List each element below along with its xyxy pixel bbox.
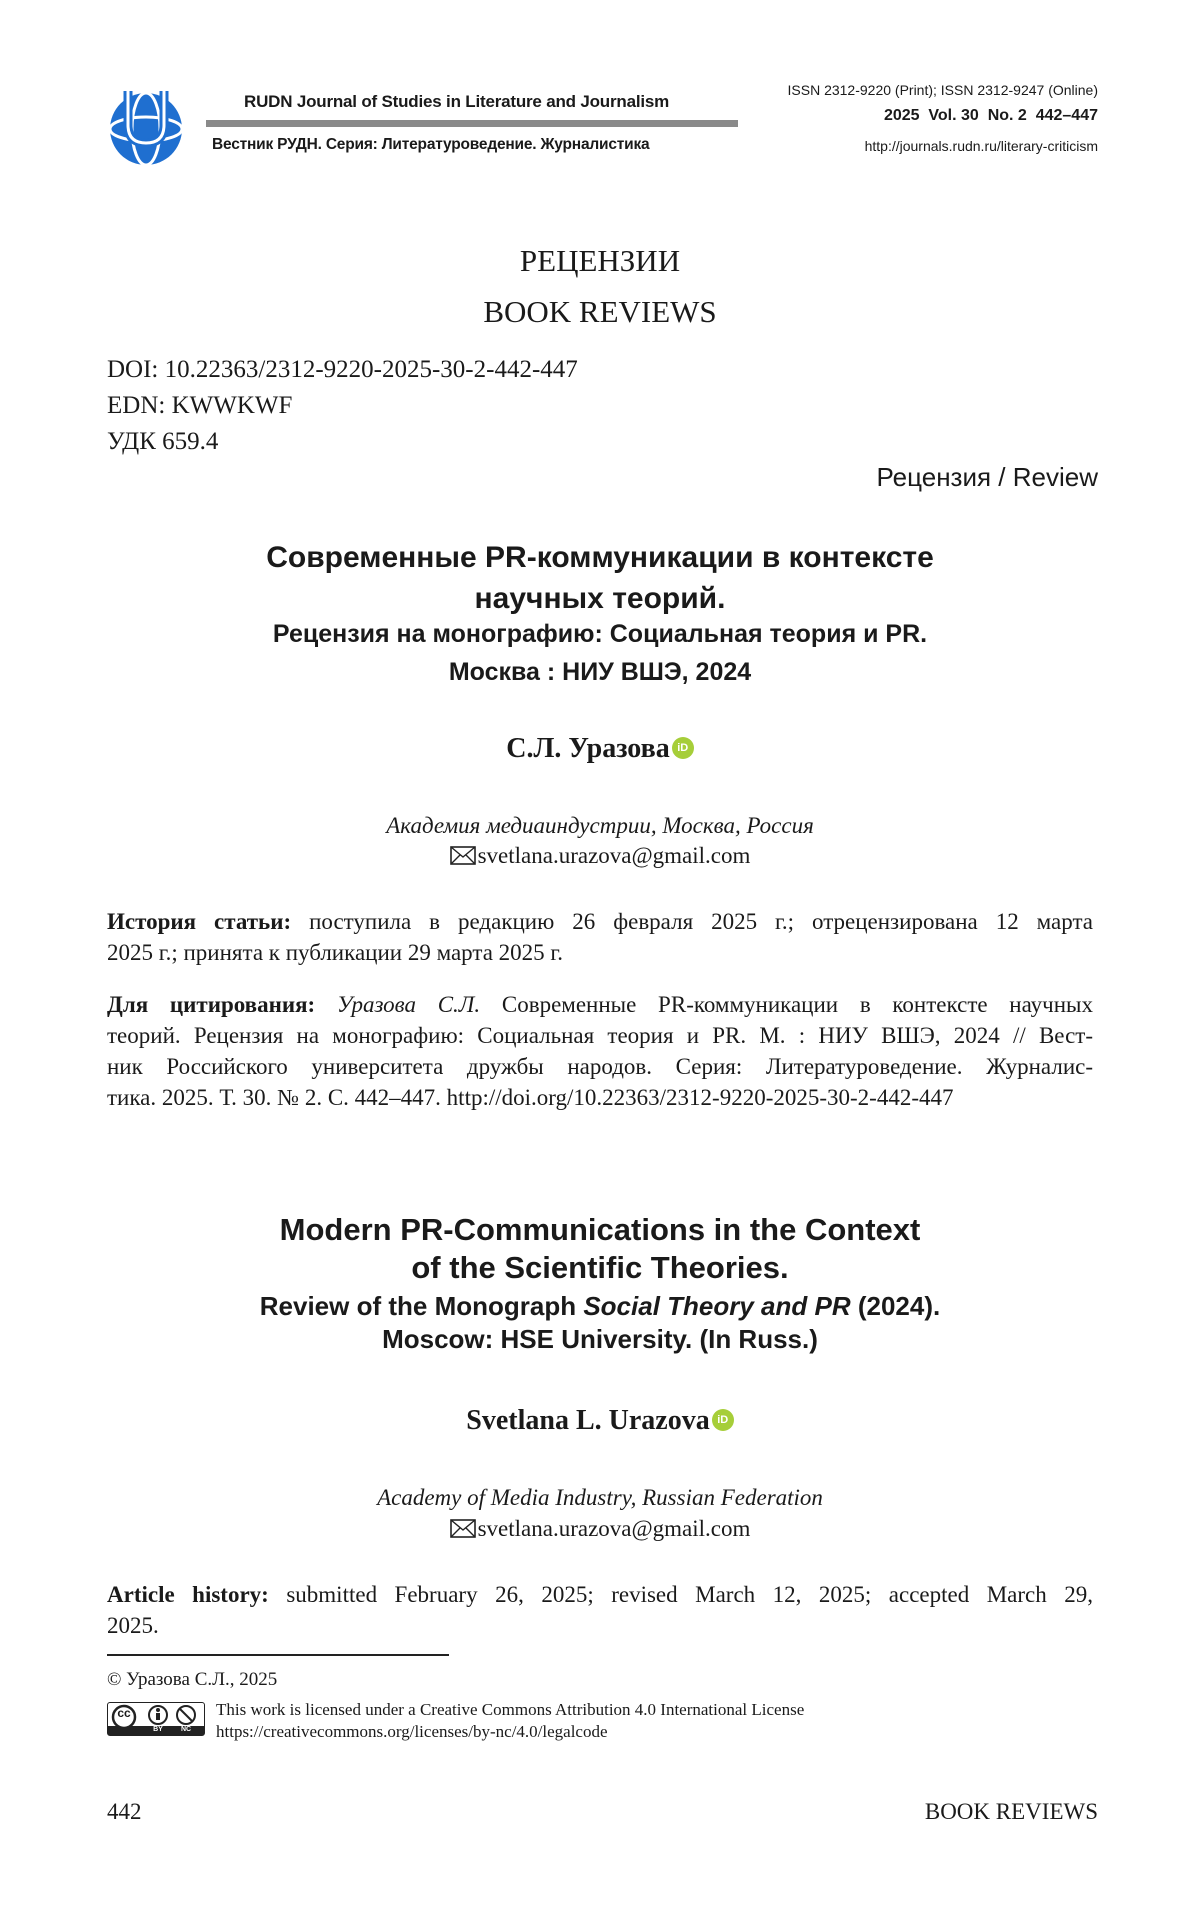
ru-cite-label: Для цитирования: (107, 992, 315, 1017)
section-ru: РЕЦЕНЗИИ (0, 243, 1200, 279)
section-en: BOOK REVIEWS (0, 294, 1200, 330)
en-subtitle-line1 (0, 1291, 1200, 1322)
footnote-rule (107, 1654, 449, 1656)
ru-affiliation: Академия медиаиндустрии, Москва, Россия (0, 813, 1200, 839)
issn-line: ISSN 2312-9220 (Print); ISSN 2312-9247 (Online) (788, 82, 1099, 98)
en-author: Svetlana L. Urazova (466, 1405, 709, 1436)
ru-subtitle-line1: Рецензия на монографию: Социальная теория и PR. (0, 620, 1200, 649)
nc-label: NC (178, 1726, 194, 1733)
ru-email-block (0, 843, 1200, 869)
ru-cite-line4: тика. 2025. Т. 30. № 2. С. 442–447. http://doi.org/10.22363/2312-9220-2025-30-2-442-447 (107, 1082, 954, 1113)
ru-subtitle-line2: Москва : НИУ ВШЭ, 2024 (0, 658, 1200, 687)
ru-cite-line1 (107, 989, 1093, 1020)
license-text: This work is licensed under a Creative Commons Attribution 4.0 International License (216, 1700, 804, 1720)
mail-icon (450, 846, 476, 865)
en-history-line1 (107, 1579, 1093, 1610)
page-number: 442 (107, 1799, 142, 1825)
ru-cite-author: Уразова С.Л. (337, 992, 480, 1017)
en-author-block (0, 1405, 1200, 1437)
edn: EDN: KWWKWF (107, 388, 292, 424)
ru-history-label: История статьи: (107, 909, 291, 934)
en-history-label: Article history: (107, 1582, 269, 1607)
orcid-icon[interactable]: iD (672, 737, 694, 759)
udk: УДК 659.4 (107, 424, 218, 460)
ru-history-text: поступила в редакцию 26 февраля 2025 г.; отрецензирована 12 марта (309, 909, 1093, 934)
cc-label: cc (116, 1706, 132, 1720)
en-history-line2: 2025. (107, 1610, 159, 1641)
journal-url[interactable]: http://journals.rudn.ru/literary-criticism (865, 138, 1098, 154)
ru-author-block (0, 733, 1200, 765)
mail-icon (450, 1519, 476, 1538)
running-head: BOOK REVIEWS (925, 1799, 1098, 1825)
ru-history-line1 (107, 906, 1093, 937)
rudn-globe-icon (100, 85, 192, 167)
en-subtitle-prefix: Review of the Monograph (260, 1291, 584, 1321)
cc-license-badge[interactable] (107, 1702, 205, 1736)
ru-email[interactable]: svetlana.urazova@gmail.com (478, 843, 751, 868)
ru-cite-text: Современные PR-коммуникации в контексте научных (502, 992, 1093, 1017)
ru-author: С.Л. Уразова (506, 733, 669, 764)
en-email[interactable]: svetlana.urazova@gmail.com (478, 1516, 751, 1541)
en-subtitle-italic: Social Theory and PR (583, 1291, 850, 1321)
article-type: Рецензия / Review (876, 462, 1098, 493)
en-affiliation: Academy of Media Industry, Russian Federation (0, 1485, 1200, 1511)
ru-title-line1: Современные PR-коммуникации в контексте (0, 541, 1200, 575)
by-label: BY (150, 1726, 166, 1733)
en-email-block (0, 1516, 1200, 1542)
journal-title-en: RUDN Journal of Studies in Literature and Journalism (244, 92, 669, 112)
license-url[interactable]: https://creativecommons.org/licenses/by-nc/4.0/legalcode (216, 1722, 608, 1742)
en-history-text: submitted February 26, 2025; revised March 12, 2025; accepted March 29, (286, 1582, 1093, 1607)
copyright: © Уразова С.Л., 2025 (107, 1669, 277, 1691)
journal-title-ru: Вестник РУДН. Серия: Литературоведение. Журналистика (212, 136, 649, 154)
ru-history-line2: 2025 г.; принята к публикации 29 марта 2025 г. (107, 937, 563, 968)
en-subtitle-line2: Moscow: HSE University. (In Russ.) (0, 1324, 1200, 1355)
header-rule (206, 120, 738, 127)
en-title-line2: of the Scientific Theories. (0, 1250, 1200, 1286)
issue-line: 2025 Vol. 30 No. 2 442–447 (884, 107, 1098, 125)
ru-title-line2: научных теорий. (0, 582, 1200, 616)
journal-logo (100, 85, 192, 167)
orcid-icon[interactable]: iD (712, 1409, 734, 1431)
ru-cite-line3: ник Российского университета дружбы народов. Серия: Литературоведение. Журналис- (107, 1051, 1093, 1082)
doi: DOI: 10.22363/2312-9220-2025-30-2-442-447 (107, 352, 578, 388)
ru-cite-line2: теорий. Рецензия на монографию: Социальная теория и PR. М. : НИУ ВШЭ, 2024 // Вест- (107, 1020, 1093, 1051)
en-title-line1: Modern PR-Communications in the Context (0, 1212, 1200, 1248)
en-subtitle-suffix: (2024). (851, 1291, 941, 1321)
